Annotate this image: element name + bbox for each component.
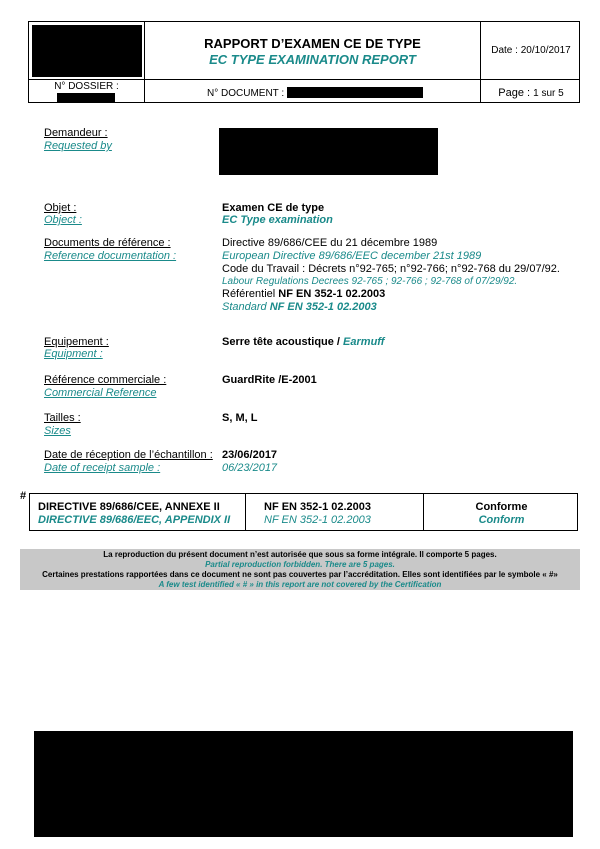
standard-ref-en: NF EN 352-1 02.2003	[269, 301, 377, 313]
document-redaction	[287, 87, 423, 98]
standard-en: NF EN 352-1 02.2003	[264, 514, 371, 526]
tailles-label: Tailles :	[44, 412, 81, 424]
accreditation-marker: #	[20, 490, 27, 502]
document-line: Labour Regulations Decrees 92-765 ; 92-766 ; 92-768 of 07/29/92.	[222, 276, 518, 287]
reproduction-notice	[20, 549, 580, 590]
documents-label: Documents de référence :	[44, 237, 171, 249]
reference-documentation-label: Reference documentation :	[44, 250, 177, 262]
commercial-ref-label-en: Commercial Reference	[44, 387, 157, 399]
result-en: Conform	[478, 514, 525, 526]
logo-redaction	[32, 25, 142, 77]
notice-line: Partial reproduction forbidden. There are 5 pages.	[205, 560, 395, 569]
report-title-en: EC TYPE EXAMINATION REPORT	[209, 52, 416, 67]
standard-fr: NF EN 352-1 02.2003	[264, 501, 372, 513]
reception-date-label-en: Date of receipt sample :	[44, 462, 161, 474]
object-label: Object :	[44, 214, 82, 226]
objet-label: Objet :	[44, 202, 77, 214]
table-divider	[245, 494, 246, 530]
page-indicator	[481, 87, 581, 99]
notice-line: A few test identified « # » in this report are not covered by the Certification	[158, 580, 442, 589]
reception-date-label-fr: Date de réception de l’échantillon :	[44, 449, 213, 461]
page-label: Page :	[498, 87, 531, 99]
standard-prefix-en: Standard	[222, 301, 270, 313]
standard-prefix-fr: Référentiel	[222, 288, 279, 300]
commercial-ref-label-fr: Référence commerciale :	[44, 374, 167, 386]
reception-date-value-en: 06/23/2017	[222, 462, 278, 474]
equipement-label: Equipement :	[44, 336, 109, 348]
equipment-value-en: Earmuff	[343, 336, 385, 348]
requested-by-label: Requested by	[44, 140, 112, 152]
document-line: European Directive 89/686/EEC december 21st 1989	[222, 250, 482, 262]
header-divider	[29, 79, 579, 80]
commercial-ref-value: GuardRite /E-2001	[222, 374, 317, 386]
sizes-label: Sizes	[44, 425, 71, 437]
document-label: N° DOCUMENT :	[207, 88, 285, 99]
sizes-value: S, M, L	[222, 412, 258, 424]
directive-fr: DIRECTIVE 89/686/CEE, ANNEXE II	[38, 501, 220, 513]
equipment-value	[222, 336, 384, 348]
result-fr: Conforme	[475, 501, 528, 513]
demandeur-label: Demandeur :	[44, 127, 108, 139]
report-header	[28, 21, 580, 103]
document-line: Code du Travail : Décrets n°92-765; n°92-766; n°92-768 du 29/07/92.	[222, 263, 560, 275]
document-line: Directive 89/686/CEE du 21 décembre 1989	[222, 237, 438, 249]
objet-value: Examen CE de type	[222, 202, 325, 214]
page-value: 1 sur 5	[533, 88, 564, 99]
report-title-fr: RAPPORT D’EXAMEN CE DE TYPE	[204, 36, 421, 51]
requester-redaction	[219, 128, 438, 175]
reception-date-value-fr: 23/06/2017	[222, 449, 278, 461]
object-value: EC Type examination	[222, 214, 333, 226]
notice-line: La reproduction du présent document n’est autorisée que sous sa forme intégrale. Il comporte 5 pages.	[103, 550, 497, 559]
dossier-label: N° DOSSIER :	[54, 81, 119, 92]
standard-ref-fr: NF EN 352-1 02.2003	[278, 288, 386, 300]
report-date: Date : 20/10/2017	[491, 45, 571, 56]
directive-en: DIRECTIVE 89/686/EEC, APPENDIX II	[38, 514, 231, 526]
document-line	[222, 301, 377, 313]
results-table	[29, 493, 578, 531]
equipment-label: Equipment :	[44, 348, 103, 360]
document-line	[222, 288, 385, 300]
notice-line: Certaines prestations rapportées dans ce document ne sont pas couvertes par l’accréditation. Elles sont identifiées par le symbole « #»	[42, 570, 558, 579]
dossier-redaction	[57, 93, 115, 103]
footer-redaction	[34, 731, 573, 837]
equipment-value-fr: Serre tête acoustique /	[222, 336, 344, 348]
